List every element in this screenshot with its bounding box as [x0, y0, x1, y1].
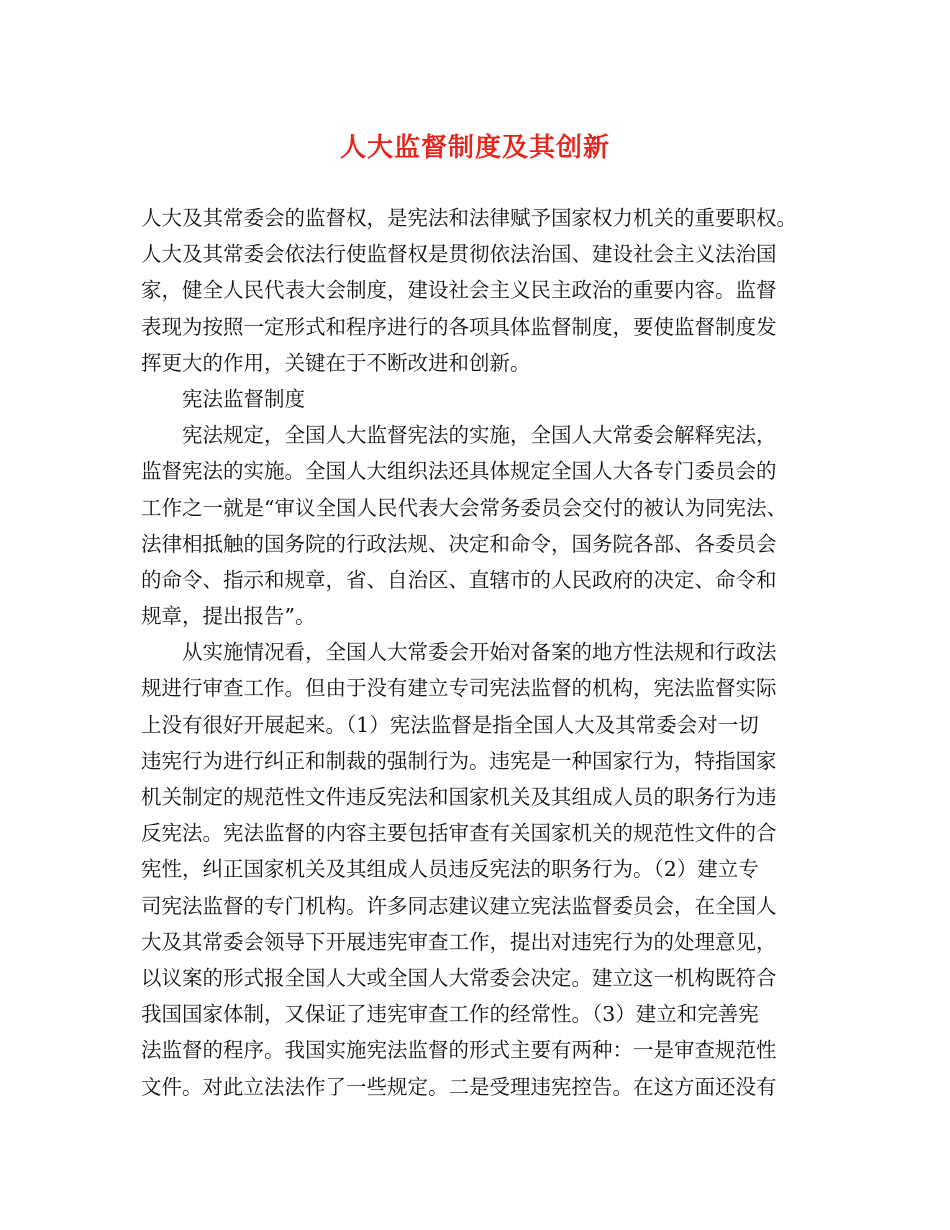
text-line: 上没有很好开展起来。（1）宪法监督是指全国人大及其常委会对一切: [141, 712, 759, 737]
text-line: 大及其常委会领导下开展违宪审查工作，提出对违宪行为的处理意见，: [141, 929, 777, 954]
section-heading: 宪法监督制度: [182, 386, 305, 411]
text-line: 人大及其常委会的监督权，是宪法和法律赋予国家权力机关的重要职权。: [141, 206, 797, 230]
text-line: 人大及其常委会依法行使监督权是贯彻依法治国、建设社会主义法治国: [141, 242, 777, 267]
document-body: [141, 200, 831, 1105]
text-line: 家，健全人民代表大会制度，建设社会主义民主政治的重要内容。监督: [141, 278, 777, 303]
text-line: 司宪法监督的专门机构。许多同志建议建立宪法监督委员会，在全国人: [141, 893, 777, 918]
document-title: 人大监督制度及其创新: [339, 133, 610, 163]
text-line: 宪法规定，全国人大监督宪法的实施，全国人大常委会解释宪法，: [182, 423, 777, 448]
text-line: 反宪法。宪法监督的内容主要包括审查有关国家机关的规范性文件的合: [141, 821, 777, 846]
text-line: 宪性，纠正国家机关及其组成人员违反宪法的职务行为。（2）建立专: [141, 857, 759, 882]
text-line: 法监督的程序。我国实施宪法监督的形式主要有两种：一是审查规范性: [141, 1038, 777, 1063]
text-line: 表现为按照一定形式和程序进行的各项具体监督制度，要使监督制度发: [141, 314, 777, 339]
text-line: 法律相抵触的国务院的行政法规、决定和命令，国务院各部、各委员会: [141, 531, 777, 556]
text-line: 的命令、指示和规章，省、自治区、直辖市的人民政府的决定、命令和: [141, 567, 777, 592]
text-line: 机关制定的规范性文件违反宪法和国家机关及其组成人员的职务行为违: [141, 785, 777, 809]
text-line: 我国国家体制，又保证了违宪审查工作的经常性。（3）建立和完善宪: [141, 1002, 759, 1027]
text-line: 从实施情况看，全国人大常委会开始对备案的地方性法规和行政法: [182, 640, 777, 665]
text-line: 规进行审查工作。但由于没有建立专司宪法监督的机构，宪法监督实际: [141, 676, 777, 701]
text-line: 工作之一就是“审议全国人民代表大会常务委员会交付的被认为同宪法、: [141, 495, 787, 520]
text-line: 监督宪法的实施。全国人大组织法还具体规定全国人大各专门委员会的: [141, 459, 777, 484]
text-line: 规章，提出报告”。: [141, 604, 316, 629]
text-line: 以议案的形式报全国人大或全国人大常委会决定。建立这一机构既符合: [141, 965, 777, 990]
text-line: 文件。对此立法法作了一些规定。二是受理违宪控告。在这方面还没有: [141, 1074, 777, 1099]
text-line: 挥更大的作用，关键在于不断改进和创新。: [141, 350, 531, 375]
text-line: 违宪行为进行纠正和制裁的强制行为。违宪是一种国家行为，特指国家: [141, 748, 777, 773]
